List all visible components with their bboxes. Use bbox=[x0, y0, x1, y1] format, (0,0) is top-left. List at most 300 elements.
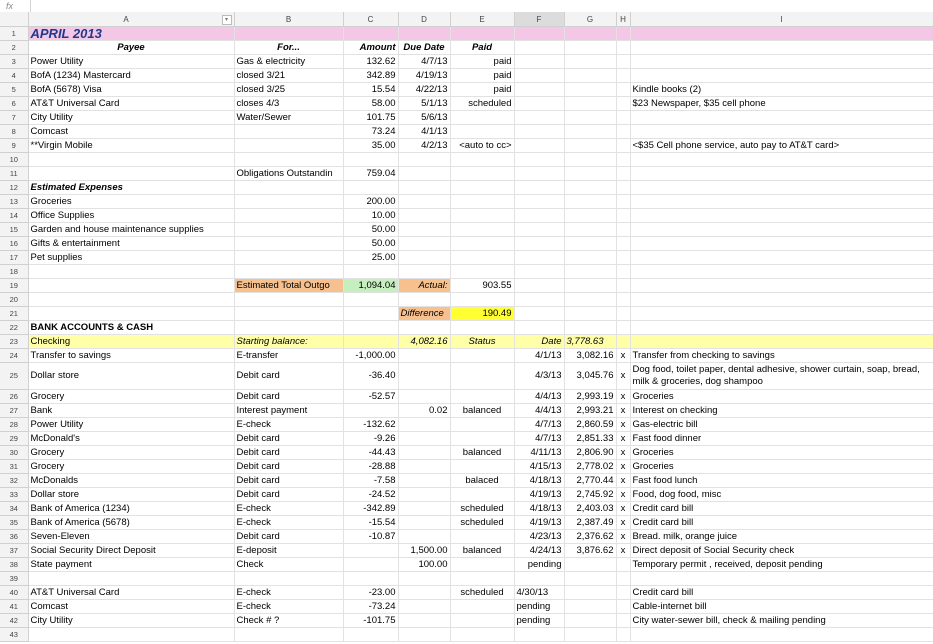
note-cell[interactable]: Gas-electric bill bbox=[630, 418, 933, 432]
payee-cell[interactable]: Comcast bbox=[28, 125, 234, 139]
method-cell[interactable]: E-check bbox=[234, 600, 343, 614]
row-header[interactable]: 16 bbox=[0, 237, 28, 251]
note-cell[interactable]: Temporary permit , received, deposit pending bbox=[630, 558, 933, 572]
payee-cell[interactable]: Dollar store bbox=[28, 363, 234, 390]
cell[interactable] bbox=[514, 27, 564, 41]
cell[interactable] bbox=[514, 195, 564, 209]
cell[interactable] bbox=[343, 572, 398, 586]
cell[interactable] bbox=[564, 628, 616, 642]
date-cell[interactable]: 4/23/13 bbox=[514, 530, 564, 544]
starting-balance-value[interactable]: 4,082.16 bbox=[398, 335, 450, 349]
cell[interactable] bbox=[564, 69, 616, 83]
row-header[interactable]: 10 bbox=[0, 153, 28, 167]
cell[interactable] bbox=[564, 223, 616, 237]
header-amount[interactable]: Amount bbox=[343, 41, 398, 55]
cell[interactable] bbox=[28, 167, 234, 181]
cell[interactable] bbox=[630, 223, 933, 237]
cell[interactable] bbox=[564, 195, 616, 209]
note-cell[interactable]: Credit card bill bbox=[630, 502, 933, 516]
cell[interactable] bbox=[398, 153, 450, 167]
payee-cell[interactable]: Comcast bbox=[28, 600, 234, 614]
date-cell[interactable]: 4/18/13 bbox=[514, 474, 564, 488]
row-header[interactable]: 43 bbox=[0, 628, 28, 642]
expense-amount[interactable]: 10.00 bbox=[343, 209, 398, 223]
deposit-cell[interactable] bbox=[398, 460, 450, 474]
deposit-cell[interactable] bbox=[398, 418, 450, 432]
cell[interactable] bbox=[450, 209, 514, 223]
expense-name[interactable]: Groceries bbox=[28, 195, 234, 209]
payee-cell[interactable]: Dollar store bbox=[28, 488, 234, 502]
cell[interactable] bbox=[616, 572, 630, 586]
cleared-mark[interactable]: x bbox=[616, 446, 630, 460]
payee-cell[interactable]: AT&T Universal Card bbox=[28, 97, 234, 111]
column-header-g[interactable]: G bbox=[564, 12, 616, 27]
deposit-cell[interactable] bbox=[398, 390, 450, 404]
row-header[interactable]: 25 bbox=[0, 363, 28, 390]
status-cell[interactable]: scheduled bbox=[450, 586, 514, 600]
cell[interactable] bbox=[514, 181, 564, 195]
note-cell[interactable]: Groceries bbox=[630, 446, 933, 460]
cell[interactable] bbox=[343, 265, 398, 279]
note-cell[interactable]: Credit card bill bbox=[630, 586, 933, 600]
cell[interactable] bbox=[564, 111, 616, 125]
cell[interactable] bbox=[234, 209, 343, 223]
cell[interactable] bbox=[630, 628, 933, 642]
cell[interactable] bbox=[564, 139, 616, 153]
for-cell[interactable] bbox=[234, 139, 343, 153]
row-header[interactable]: 21 bbox=[0, 307, 28, 321]
payee-cell[interactable]: Power Utility bbox=[28, 418, 234, 432]
paid-cell[interactable]: paid bbox=[450, 55, 514, 69]
cell[interactable] bbox=[514, 279, 564, 293]
payee-cell[interactable]: Bank of America (5678) bbox=[28, 516, 234, 530]
balance-cell[interactable]: 2,376.62 bbox=[564, 530, 616, 544]
deposit-cell[interactable] bbox=[398, 363, 450, 390]
cleared-mark[interactable]: x bbox=[616, 488, 630, 502]
cell[interactable] bbox=[28, 628, 234, 642]
cell[interactable] bbox=[398, 223, 450, 237]
cell[interactable] bbox=[514, 223, 564, 237]
row-header[interactable]: 42 bbox=[0, 614, 28, 628]
cell[interactable] bbox=[616, 69, 630, 83]
cell[interactable] bbox=[343, 293, 398, 307]
deposit-cell[interactable] bbox=[398, 446, 450, 460]
row-header[interactable]: 38 bbox=[0, 558, 28, 572]
cell[interactable] bbox=[398, 27, 450, 41]
cell[interactable] bbox=[398, 265, 450, 279]
obligations-label[interactable]: Obligations Outstandin bbox=[234, 167, 343, 181]
cleared-mark[interactable]: x bbox=[616, 363, 630, 390]
amount-cell[interactable]: -342.89 bbox=[343, 502, 398, 516]
cell[interactable] bbox=[514, 628, 564, 642]
for-cell[interactable]: Gas & electricity bbox=[234, 55, 343, 69]
checking-label[interactable]: Checking bbox=[28, 335, 234, 349]
date-cell[interactable]: 4/4/13 bbox=[514, 404, 564, 418]
cell[interactable] bbox=[616, 209, 630, 223]
amount-cell[interactable] bbox=[343, 558, 398, 572]
cell[interactable] bbox=[450, 293, 514, 307]
estimated-total-label[interactable]: Estimated Total Outgo bbox=[234, 279, 343, 293]
note-cell[interactable]: <$35 Cell phone service, auto pay to AT&T card> bbox=[630, 139, 933, 153]
cell[interactable] bbox=[343, 153, 398, 167]
due-date-cell[interactable]: 5/1/13 bbox=[398, 97, 450, 111]
column-header-b[interactable]: B bbox=[234, 12, 343, 27]
row-header[interactable]: 23 bbox=[0, 335, 28, 349]
cell[interactable] bbox=[28, 293, 234, 307]
row-header[interactable]: 8 bbox=[0, 125, 28, 139]
status-cell[interactable] bbox=[450, 558, 514, 572]
amount-cell[interactable] bbox=[343, 404, 398, 418]
row-header[interactable]: 37 bbox=[0, 544, 28, 558]
row-header[interactable]: 17 bbox=[0, 251, 28, 265]
amount-cell[interactable]: 101.75 bbox=[343, 111, 398, 125]
balance-cell[interactable]: 2,387.49 bbox=[564, 516, 616, 530]
expense-name[interactable]: Office Supplies bbox=[28, 209, 234, 223]
cell[interactable] bbox=[514, 69, 564, 83]
row-header[interactable]: 34 bbox=[0, 502, 28, 516]
cell[interactable] bbox=[450, 153, 514, 167]
cleared-mark[interactable]: x bbox=[616, 432, 630, 446]
cell[interactable] bbox=[514, 307, 564, 321]
cell[interactable] bbox=[398, 628, 450, 642]
status-cell[interactable] bbox=[450, 488, 514, 502]
balance-cell[interactable]: 2,993.19 bbox=[564, 390, 616, 404]
cell[interactable] bbox=[616, 223, 630, 237]
cleared-mark[interactable] bbox=[616, 600, 630, 614]
header-due-date[interactable]: Due Date bbox=[398, 41, 450, 55]
cell[interactable] bbox=[630, 251, 933, 265]
balance-cell[interactable] bbox=[564, 586, 616, 600]
amount-cell[interactable]: -9.26 bbox=[343, 432, 398, 446]
row-header[interactable]: 22 bbox=[0, 321, 28, 335]
spreadsheet-grid[interactable] bbox=[0, 12, 933, 642]
note-cell[interactable]: Bread. milk, orange juice bbox=[630, 530, 933, 544]
status-cell[interactable] bbox=[450, 390, 514, 404]
cell[interactable] bbox=[514, 153, 564, 167]
amount-cell[interactable]: 35.00 bbox=[343, 139, 398, 153]
cell[interactable] bbox=[630, 237, 933, 251]
date-cell[interactable]: 4/1/13 bbox=[514, 349, 564, 363]
cell[interactable] bbox=[564, 27, 616, 41]
cell[interactable] bbox=[630, 321, 933, 335]
cell[interactable] bbox=[234, 195, 343, 209]
cell[interactable] bbox=[28, 153, 234, 167]
expense-name[interactable]: Garden and house maintenance supplies bbox=[28, 223, 234, 237]
method-cell[interactable]: Check # ? bbox=[234, 614, 343, 628]
cell[interactable] bbox=[616, 628, 630, 642]
cell[interactable] bbox=[343, 335, 398, 349]
deposit-cell[interactable]: 0.02 bbox=[398, 404, 450, 418]
cell[interactable] bbox=[450, 223, 514, 237]
cell[interactable] bbox=[616, 279, 630, 293]
balance-cell[interactable]: 2,851.33 bbox=[564, 432, 616, 446]
method-cell[interactable]: Check bbox=[234, 558, 343, 572]
cell[interactable] bbox=[564, 83, 616, 97]
note-cell[interactable]: Kindle books (2) bbox=[630, 83, 933, 97]
date-cell[interactable]: 4/18/13 bbox=[514, 502, 564, 516]
cell[interactable] bbox=[398, 237, 450, 251]
cell[interactable] bbox=[450, 628, 514, 642]
for-cell[interactable]: closed 3/21 bbox=[234, 69, 343, 83]
cell[interactable] bbox=[514, 97, 564, 111]
filter-dropdown-icon[interactable]: ▾ bbox=[222, 15, 232, 25]
paid-cell[interactable] bbox=[450, 125, 514, 139]
cell[interactable] bbox=[28, 265, 234, 279]
sheet-title[interactable]: APRIL 2013 bbox=[28, 27, 234, 41]
cell[interactable] bbox=[564, 307, 616, 321]
balance-value[interactable]: 3,778.63 bbox=[564, 335, 616, 349]
cell[interactable] bbox=[514, 125, 564, 139]
status-cell[interactable]: balaced bbox=[450, 474, 514, 488]
deposit-cell[interactable] bbox=[398, 488, 450, 502]
cell[interactable] bbox=[616, 153, 630, 167]
row-header[interactable]: 20 bbox=[0, 293, 28, 307]
cleared-mark[interactable] bbox=[616, 558, 630, 572]
payee-cell[interactable]: Bank bbox=[28, 404, 234, 418]
cell[interactable] bbox=[616, 251, 630, 265]
deposit-cell[interactable] bbox=[398, 502, 450, 516]
cell[interactable] bbox=[630, 572, 933, 586]
row-header[interactable]: 32 bbox=[0, 474, 28, 488]
column-header-h[interactable]: H bbox=[616, 12, 630, 27]
row-header[interactable]: 15 bbox=[0, 223, 28, 237]
cell[interactable] bbox=[616, 307, 630, 321]
paid-cell[interactable]: scheduled bbox=[450, 97, 514, 111]
cell[interactable] bbox=[234, 572, 343, 586]
cell[interactable] bbox=[398, 251, 450, 265]
row-header[interactable]: 2 bbox=[0, 41, 28, 55]
header-for[interactable]: For... bbox=[234, 41, 343, 55]
cell[interactable] bbox=[234, 293, 343, 307]
note-cell[interactable]: Cable-internet bill bbox=[630, 600, 933, 614]
date-cell[interactable]: 4/7/13 bbox=[514, 432, 564, 446]
cell[interactable] bbox=[630, 209, 933, 223]
row-header[interactable]: 28 bbox=[0, 418, 28, 432]
balance-cell[interactable]: 2,860.59 bbox=[564, 418, 616, 432]
deposit-cell[interactable]: 1,500.00 bbox=[398, 544, 450, 558]
starting-balance-label[interactable]: Starting balance: bbox=[234, 335, 343, 349]
row-header[interactable]: 18 bbox=[0, 265, 28, 279]
cell[interactable] bbox=[616, 321, 630, 335]
method-cell[interactable]: E-check bbox=[234, 516, 343, 530]
column-header-a[interactable]: A ▾ bbox=[28, 12, 234, 27]
method-cell[interactable]: Debit card bbox=[234, 446, 343, 460]
note-cell[interactable]: Dog food, toilet paper, dental adhesive, shower curtain, soap, bread, milk & groceries, dog shampoo bbox=[630, 363, 933, 390]
status-cell[interactable] bbox=[450, 418, 514, 432]
amount-cell[interactable]: -15.54 bbox=[343, 516, 398, 530]
note-cell[interactable]: Interest on checking bbox=[630, 404, 933, 418]
cell[interactable] bbox=[564, 251, 616, 265]
cell[interactable] bbox=[450, 251, 514, 265]
row-header[interactable]: 36 bbox=[0, 530, 28, 544]
method-cell[interactable]: Interest payment bbox=[234, 404, 343, 418]
status-cell[interactable] bbox=[450, 600, 514, 614]
amount-cell[interactable]: -132.62 bbox=[343, 418, 398, 432]
cell[interactable] bbox=[564, 125, 616, 139]
date-cell[interactable]: 4/15/13 bbox=[514, 460, 564, 474]
amount-cell[interactable]: 73.24 bbox=[343, 125, 398, 139]
estimated-total-value[interactable]: 1,094.04 bbox=[343, 279, 398, 293]
due-date-cell[interactable]: 4/7/13 bbox=[398, 55, 450, 69]
due-date-cell[interactable]: 4/1/13 bbox=[398, 125, 450, 139]
method-cell[interactable]: E-transfer bbox=[234, 349, 343, 363]
expense-amount[interactable]: 50.00 bbox=[343, 237, 398, 251]
actual-value[interactable]: 903.55 bbox=[450, 279, 514, 293]
cleared-mark[interactable]: x bbox=[616, 404, 630, 418]
method-cell[interactable]: Debit card bbox=[234, 432, 343, 446]
row-header[interactable]: 11 bbox=[0, 167, 28, 181]
row-header[interactable]: 12 bbox=[0, 181, 28, 195]
method-cell[interactable]: Debit card bbox=[234, 390, 343, 404]
cleared-mark[interactable] bbox=[616, 614, 630, 628]
method-cell[interactable]: Debit card bbox=[234, 530, 343, 544]
cell[interactable] bbox=[564, 209, 616, 223]
cell[interactable] bbox=[343, 181, 398, 195]
date-cell[interactable]: 4/4/13 bbox=[514, 390, 564, 404]
row-header[interactable]: 39 bbox=[0, 572, 28, 586]
payee-cell[interactable]: Power Utility bbox=[28, 55, 234, 69]
cell[interactable] bbox=[616, 111, 630, 125]
cell[interactable] bbox=[514, 209, 564, 223]
note-cell[interactable]: Transfer from checking to savings bbox=[630, 349, 933, 363]
column-header-d[interactable]: D bbox=[398, 12, 450, 27]
deposit-cell[interactable] bbox=[398, 600, 450, 614]
cell[interactable] bbox=[514, 321, 564, 335]
status-cell[interactable] bbox=[450, 460, 514, 474]
status-cell[interactable]: balanced bbox=[450, 446, 514, 460]
method-cell[interactable]: Debit card bbox=[234, 460, 343, 474]
cell[interactable] bbox=[564, 293, 616, 307]
row-header[interactable]: 7 bbox=[0, 111, 28, 125]
row-header[interactable]: 19 bbox=[0, 279, 28, 293]
cell[interactable] bbox=[234, 181, 343, 195]
method-cell[interactable]: Debit card bbox=[234, 363, 343, 390]
status-cell[interactable] bbox=[450, 614, 514, 628]
cell[interactable] bbox=[564, 181, 616, 195]
cell[interactable] bbox=[514, 237, 564, 251]
cleared-mark[interactable]: x bbox=[616, 474, 630, 488]
method-cell[interactable]: Debit card bbox=[234, 474, 343, 488]
row-header[interactable]: 29 bbox=[0, 432, 28, 446]
cell[interactable] bbox=[234, 237, 343, 251]
cell[interactable] bbox=[398, 293, 450, 307]
note-cell[interactable]: Fast food lunch bbox=[630, 474, 933, 488]
cell[interactable] bbox=[450, 265, 514, 279]
cell[interactable] bbox=[630, 265, 933, 279]
cell[interactable] bbox=[343, 27, 398, 41]
cell[interactable] bbox=[234, 251, 343, 265]
note-cell[interactable]: Fast food dinner bbox=[630, 432, 933, 446]
cell[interactable] bbox=[630, 307, 933, 321]
row-header[interactable]: 26 bbox=[0, 390, 28, 404]
payee-cell[interactable]: State payment bbox=[28, 558, 234, 572]
cell[interactable] bbox=[616, 181, 630, 195]
row-header[interactable]: 6 bbox=[0, 97, 28, 111]
paid-cell[interactable]: <auto to cc> bbox=[450, 139, 514, 153]
date-cell[interactable]: 4/11/13 bbox=[514, 446, 564, 460]
amount-cell[interactable]: -73.24 bbox=[343, 600, 398, 614]
balance-cell[interactable]: 3,876.62 bbox=[564, 544, 616, 558]
paid-cell[interactable]: paid bbox=[450, 69, 514, 83]
cell[interactable] bbox=[234, 27, 343, 41]
cell[interactable] bbox=[234, 628, 343, 642]
payee-cell[interactable]: BofA (1234) Mastercard bbox=[28, 69, 234, 83]
method-cell[interactable]: E-check bbox=[234, 418, 343, 432]
note-cell[interactable]: City water-sewer bill, check & mailing pending bbox=[630, 614, 933, 628]
cell[interactable] bbox=[514, 251, 564, 265]
cell[interactable] bbox=[343, 307, 398, 321]
cell[interactable] bbox=[564, 41, 616, 55]
column-header-e[interactable]: E bbox=[450, 12, 514, 27]
balance-cell[interactable]: 3,045.76 bbox=[564, 363, 616, 390]
cell[interactable] bbox=[28, 279, 234, 293]
cell[interactable] bbox=[616, 125, 630, 139]
balance-cell[interactable]: 2,778.02 bbox=[564, 460, 616, 474]
cleared-mark[interactable]: x bbox=[616, 390, 630, 404]
method-cell[interactable]: E-deposit bbox=[234, 544, 343, 558]
cleared-mark[interactable]: x bbox=[616, 502, 630, 516]
expense-amount[interactable]: 25.00 bbox=[343, 251, 398, 265]
payee-cell[interactable]: City Utility bbox=[28, 111, 234, 125]
cell[interactable] bbox=[630, 279, 933, 293]
cell[interactable] bbox=[398, 572, 450, 586]
cell[interactable] bbox=[616, 265, 630, 279]
cell[interactable] bbox=[564, 55, 616, 69]
amount-cell[interactable]: 132.62 bbox=[343, 55, 398, 69]
cell[interactable] bbox=[398, 181, 450, 195]
balance-cell[interactable]: 2,993.21 bbox=[564, 404, 616, 418]
deposit-cell[interactable] bbox=[398, 614, 450, 628]
payee-cell[interactable]: Transfer to savings bbox=[28, 349, 234, 363]
deposit-cell[interactable] bbox=[398, 432, 450, 446]
column-header-i[interactable]: I bbox=[630, 12, 933, 27]
cell[interactable] bbox=[630, 167, 933, 181]
payee-cell[interactable]: McDonalds bbox=[28, 474, 234, 488]
payee-cell[interactable]: City Utility bbox=[28, 614, 234, 628]
row-header[interactable]: 9 bbox=[0, 139, 28, 153]
row-header[interactable]: 30 bbox=[0, 446, 28, 460]
method-cell[interactable]: E-check bbox=[234, 586, 343, 600]
cell[interactable] bbox=[616, 293, 630, 307]
for-cell[interactable]: Water/Sewer bbox=[234, 111, 343, 125]
cell[interactable] bbox=[450, 27, 514, 41]
status-cell[interactable] bbox=[450, 363, 514, 390]
amount-cell[interactable]: -1,000.00 bbox=[343, 349, 398, 363]
payee-cell[interactable]: BofA (5678) Visa bbox=[28, 83, 234, 97]
status-cell[interactable]: scheduled bbox=[450, 502, 514, 516]
amount-cell[interactable]: -23.00 bbox=[343, 586, 398, 600]
date-cell[interactable]: 4/19/13 bbox=[514, 516, 564, 530]
cell[interactable] bbox=[564, 237, 616, 251]
method-cell[interactable]: Debit card bbox=[234, 488, 343, 502]
row-header[interactable]: 27 bbox=[0, 404, 28, 418]
cell[interactable] bbox=[564, 572, 616, 586]
row-header[interactable]: 24 bbox=[0, 349, 28, 363]
cell[interactable] bbox=[616, 27, 630, 41]
column-header-c[interactable]: C bbox=[343, 12, 398, 27]
cell[interactable] bbox=[234, 307, 343, 321]
for-cell[interactable] bbox=[234, 125, 343, 139]
amount-cell[interactable]: -24.52 bbox=[343, 488, 398, 502]
balance-cell[interactable]: 2,770.44 bbox=[564, 474, 616, 488]
difference-label[interactable]: Difference bbox=[398, 307, 450, 321]
cell[interactable] bbox=[564, 97, 616, 111]
payee-cell[interactable]: Grocery bbox=[28, 390, 234, 404]
note-cell[interactable]: Direct deposit of Social Security check bbox=[630, 544, 933, 558]
cell[interactable] bbox=[514, 55, 564, 69]
status-cell[interactable] bbox=[450, 530, 514, 544]
deposit-cell[interactable]: 100.00 bbox=[398, 558, 450, 572]
